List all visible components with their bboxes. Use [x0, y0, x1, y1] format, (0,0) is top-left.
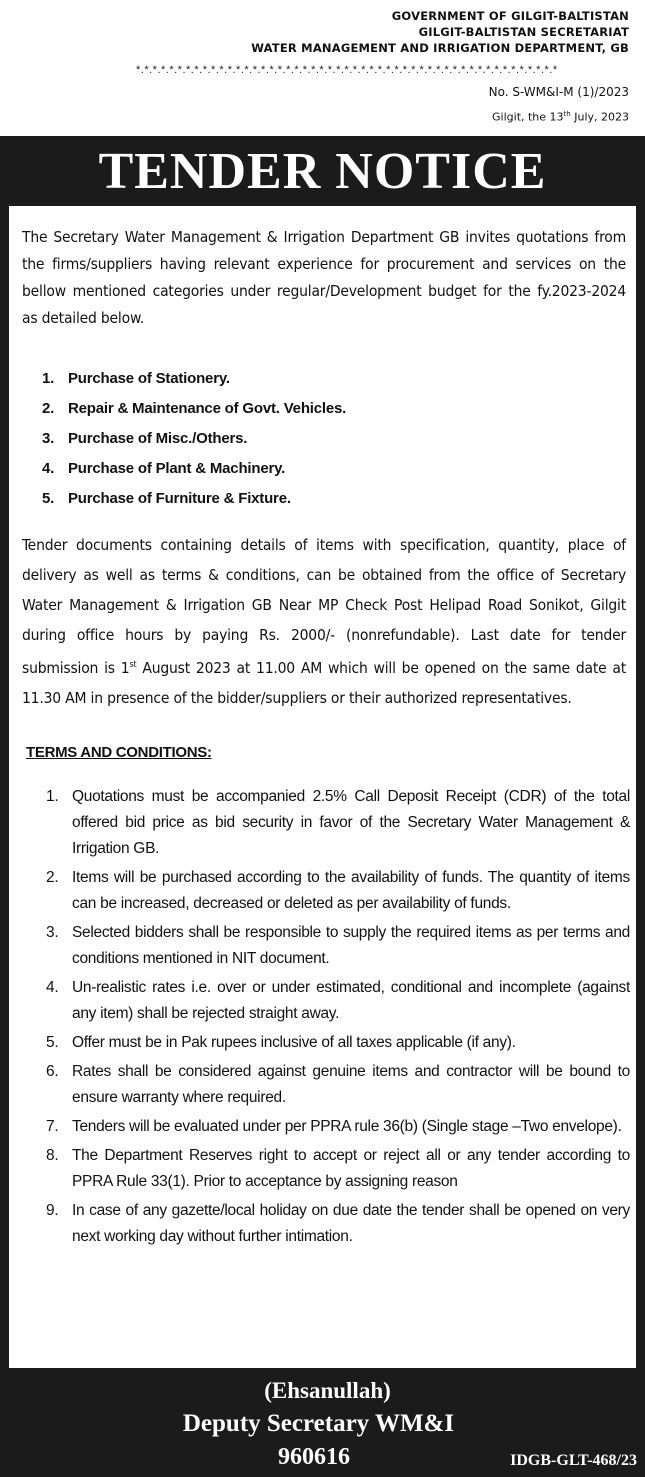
secretariat-name: GILGIT-BALTISTAN SECRETARIAT: [418, 25, 629, 39]
reference-number: No. S-WM&I-M (1)/2023: [488, 85, 629, 99]
category-item: [42, 484, 346, 514]
term-text: The Department Reserves right to accept or reject all or any tender according to PPRA Rule 33(1). Prior to acceptance by assigning reason: [72, 1147, 630, 1190]
header-separator: *.*.*.*.*.*.*.*.*.*.*.*.*.*.*.*.*.*.*.*.*.*.*.*.*.*.*.*.*.*.*.*.*.*.*.*.*.*.*.*.*.*.*.*.*.*.*.*.*.*.*: [136, 64, 558, 76]
category-text: Repair & Maintenance of Govt. Vehicles.: [68, 400, 347, 417]
title-banner: [0, 136, 645, 206]
term-text: Items will be purchased according to the availability of funds. The quantity of items can be increased, decreased or deleted as per availability of funds.: [72, 869, 630, 912]
category-text: Purchase of Furniture & Fixture.: [68, 490, 291, 507]
documents-date-sup: st: [129, 660, 137, 670]
page-title: TENDER NOTICE: [98, 143, 547, 200]
signature-footer: [0, 1368, 645, 1477]
department-name: WATER MANAGEMENT AND IRRIGATION DEPARTMENT, GB: [251, 41, 629, 55]
term-item: [46, 784, 630, 862]
term-text: Un-realistic rates i.e. over or under estimated, conditional and incomplete (against any item) shall be rejected straight away.: [72, 979, 630, 1022]
term-item: [46, 1114, 630, 1140]
term-item: [46, 1059, 630, 1111]
category-text: Purchase of Misc./Others.: [68, 430, 248, 447]
documents-text-part1: Tender documents containing details of items with specification, quantity, place of delivery as well as terms & conditions, can be obtained from the office of Secretary Water Management & Irrigation GB Near MP Check Post Helipad Road Sonikot, Gilgit during office hours by paying Rs. 2000/- (nonrefundable). Last date for tender submission is 1: [22, 536, 626, 678]
government-name: GOVERNMENT OF GILGIT-BALTISTAN: [391, 9, 629, 23]
term-text: Tenders will be evaluated under per PPRA rule 36(b) (Single stage –Two envelope).: [72, 1118, 622, 1135]
category-text: Purchase of Plant & Machinery.: [68, 460, 286, 477]
notice-date: [492, 107, 629, 125]
documents-paragraph: [22, 530, 626, 713]
category-item: [42, 394, 346, 424]
footer-code: 960616: [278, 1444, 350, 1470]
category-number: 2.: [42, 400, 55, 417]
category-number: 3.: [42, 430, 55, 447]
right-border: [636, 206, 645, 1368]
terms-heading: TERMS AND CONDITIONS:: [26, 744, 212, 761]
term-item: [46, 865, 630, 917]
category-list: [42, 364, 346, 514]
category-number: 5.: [42, 490, 55, 507]
term-item: [46, 1143, 630, 1195]
left-border: [0, 206, 9, 1368]
signatory-name: (Ehsanullah): [264, 1378, 391, 1403]
term-text: Selected bidders shall be responsible to supply the required items as per terms and conditions mentioned in NIT document.: [72, 924, 630, 967]
term-item: [46, 1030, 630, 1056]
term-number: 1.: [46, 788, 59, 805]
term-text: Offer must be in Pak rupees inclusive of all taxes applicable (if any).: [72, 1034, 516, 1051]
date-suffix: July, 2023: [570, 110, 629, 124]
term-text: Rates shall be considered against genuine items and contractor will be bound to ensure warranty where required.: [72, 1063, 630, 1106]
documents-text-part2: August 2023 at 11.00 AM which will be opened on the same date at 11.30 AM in presence of the bidder/suppliers or their authorized representatives.: [22, 659, 626, 708]
term-item: [46, 920, 630, 972]
term-item: [46, 975, 630, 1027]
term-number: 6.: [46, 1063, 59, 1080]
category-number: 4.: [42, 460, 55, 477]
date-suffix-sup: th: [563, 110, 571, 118]
term-number: 3.: [46, 924, 59, 941]
term-number: 5.: [46, 1034, 59, 1051]
signatory-designation: Deputy Secretary WM&I: [182, 1410, 455, 1437]
term-number: 7.: [46, 1118, 59, 1135]
term-number: 2.: [46, 869, 59, 886]
category-text: Purchase of Stationery.: [68, 370, 230, 387]
date-prefix: Gilgit, the 13: [492, 110, 564, 124]
term-number: 9.: [46, 1202, 59, 1219]
intro-paragraph: The Secretary Water Management & Irrigation Department GB invites quotations from the firms/suppliers having relevant experience for procurement and services on the bellow mentioned categories under regular/Development budget for the fy.2023-2024 as detailed below.: [22, 228, 626, 327]
idgb-number: IDGB-GLT-468/23: [510, 1452, 637, 1469]
term-number: 8.: [46, 1147, 59, 1164]
terms-list: [46, 784, 630, 1253]
category-item: [42, 454, 346, 484]
category-item: [42, 364, 346, 394]
category-number: 1.: [42, 370, 55, 387]
term-text: Quotations must be accompanied 2.5% Call Deposit Receipt (CDR) of the total offered bid price as bid security in favor of the Secretary Water Management & Irrigation GB.: [72, 788, 630, 857]
term-item: [46, 1198, 630, 1250]
letterhead: [109, 8, 629, 56]
category-item: [42, 424, 346, 454]
term-number: 4.: [46, 979, 59, 996]
term-text: In case of any gazette/local holiday on due date the tender shall be opened on very next working day without further intimation.: [72, 1202, 630, 1245]
